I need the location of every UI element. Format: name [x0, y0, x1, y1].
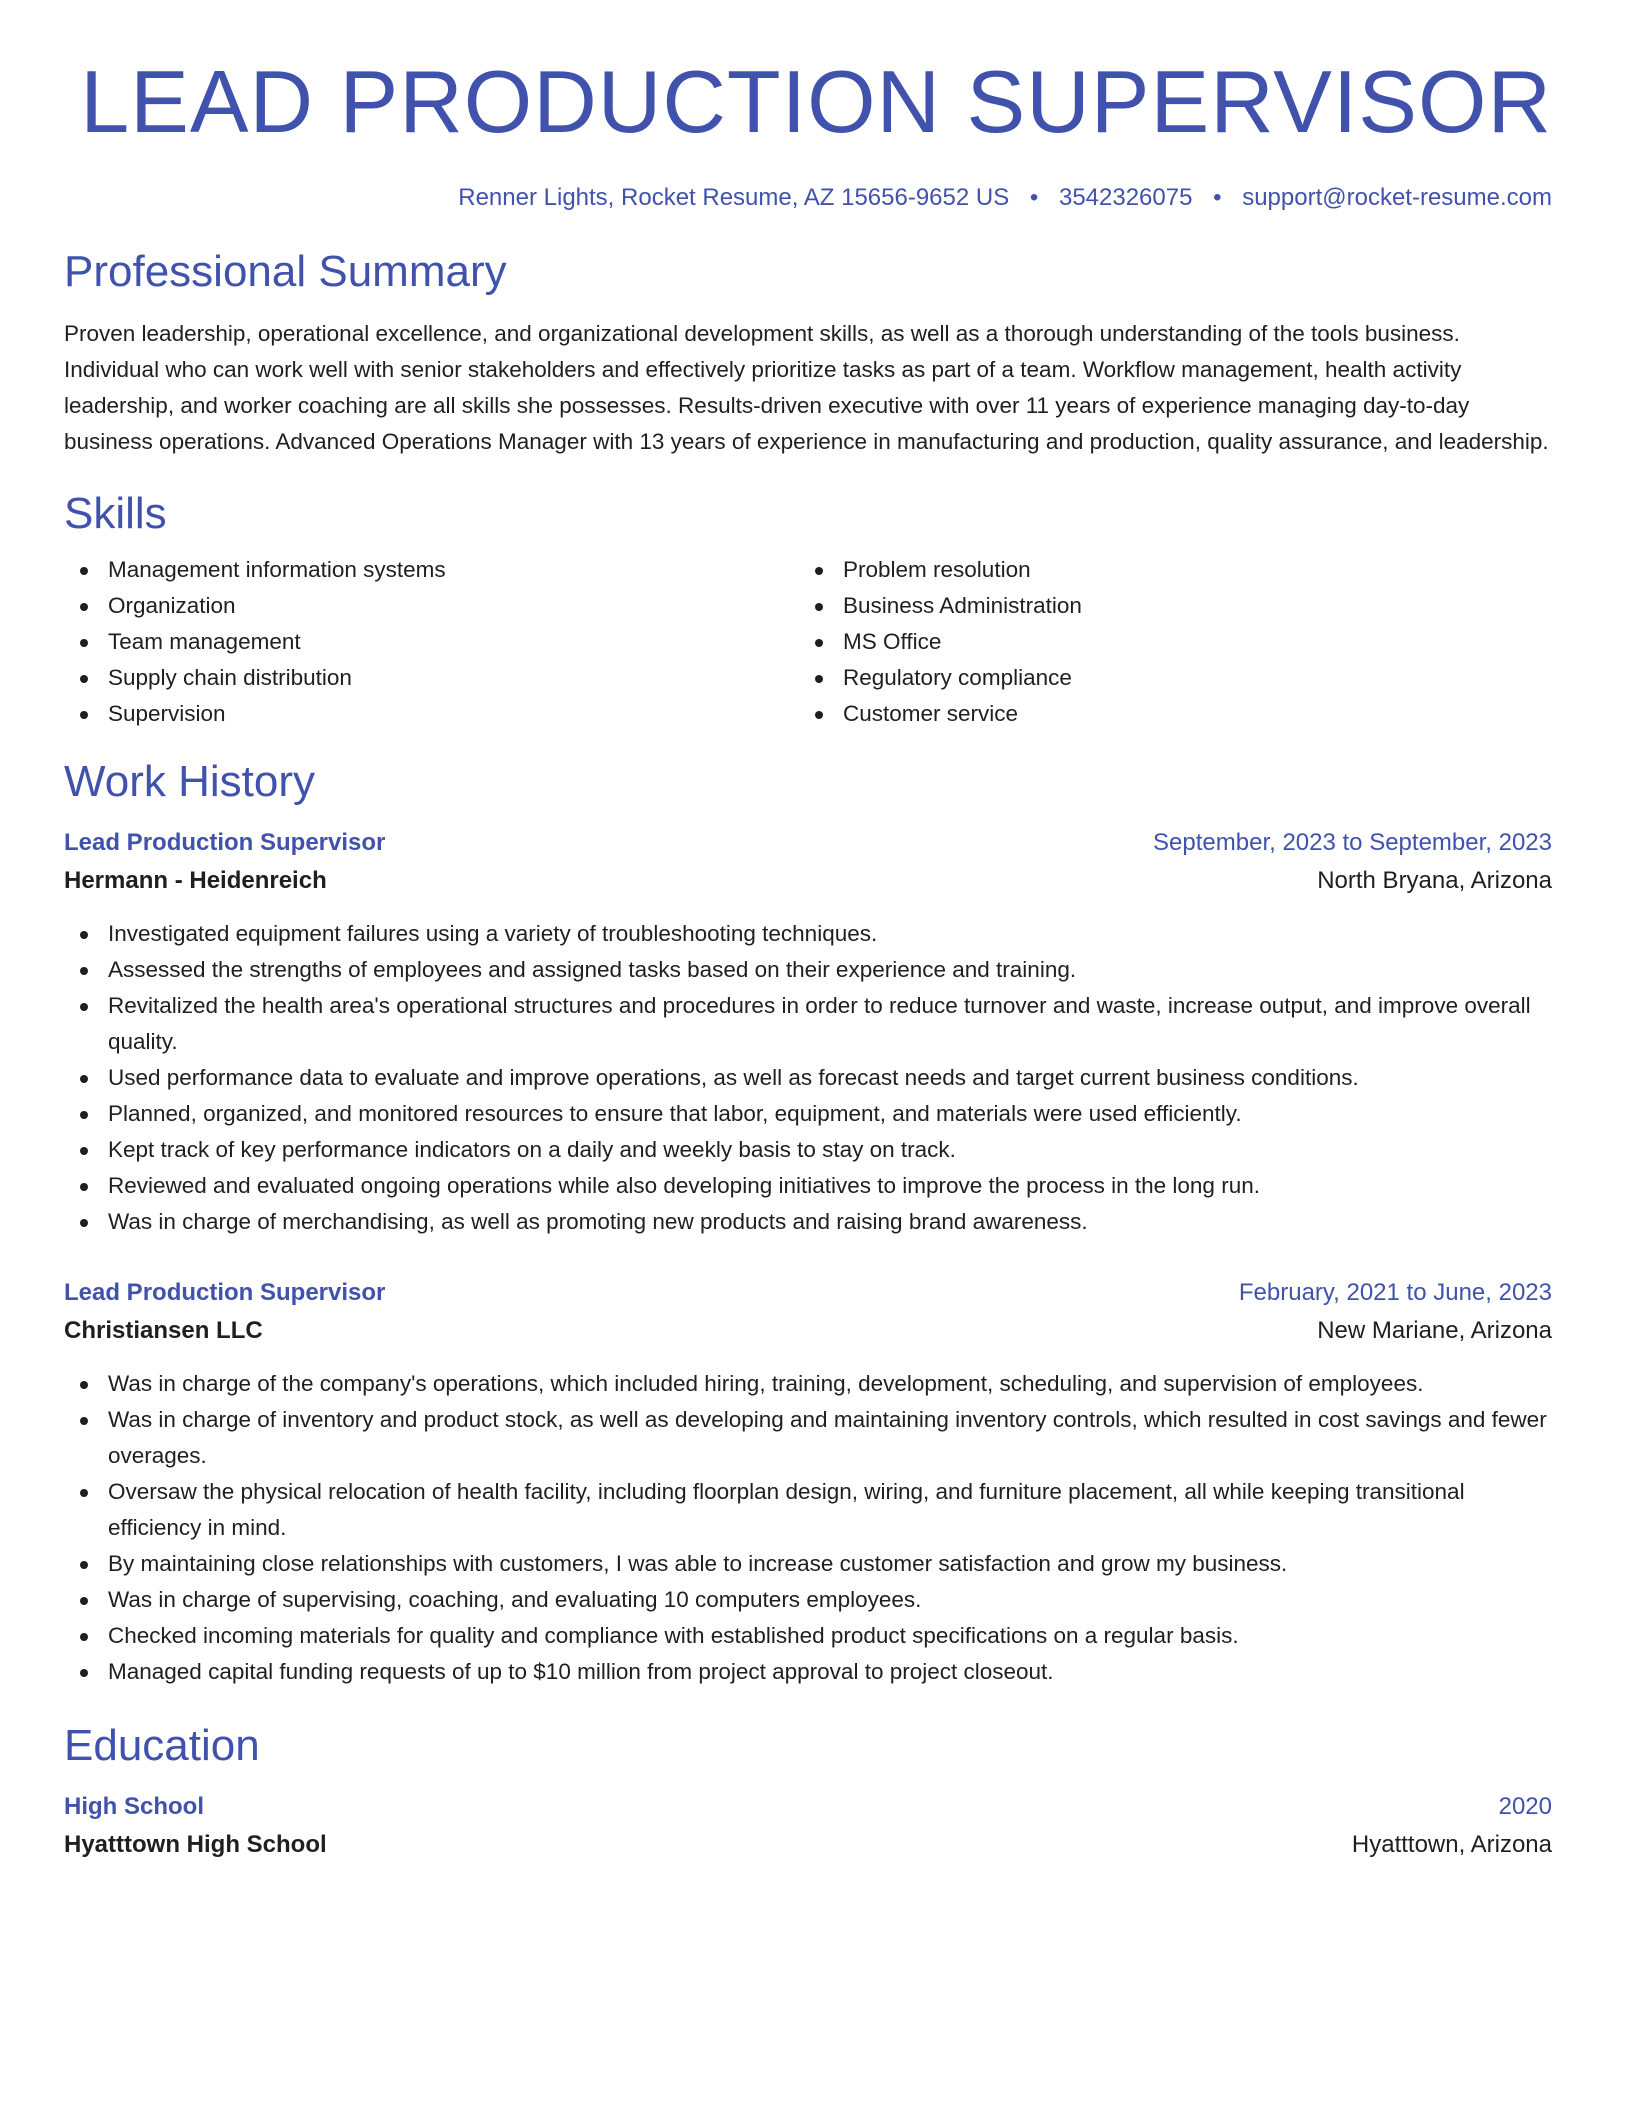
skill-item: Problem resolution	[799, 552, 1534, 588]
job-bullets	[64, 916, 1552, 1240]
education-school-row	[64, 1826, 1552, 1864]
skill-item: MS Office	[799, 624, 1534, 660]
education-school: Hyatttown High School	[64, 1831, 327, 1858]
education-entry	[64, 1788, 1552, 1864]
job-dates: September, 2023 to September, 2023	[1153, 829, 1552, 856]
contact-line	[64, 182, 1552, 214]
education-header-row	[64, 1788, 1552, 1826]
job-location: New Mariane, Arizona	[1317, 1317, 1552, 1344]
contact-separator: •	[1213, 184, 1222, 211]
section-title-summary: Professional Summary	[64, 247, 507, 296]
job-bullet: Was in charge of the company's operations, which included hiring, training, development, scheduling, and supervision of employees.	[64, 1366, 1552, 1402]
job-company: Hermann - Heidenreich	[64, 867, 327, 894]
education-year: 2020	[1498, 1793, 1552, 1820]
job-company-row	[64, 1312, 1552, 1350]
professional-summary-section	[64, 246, 1552, 460]
job-bullet: Investigated equipment failures using a variety of troubleshooting techniques.	[64, 916, 1552, 952]
contact-email[interactable]: support@rocket-resume.com	[1242, 184, 1552, 211]
skill-item: Team management	[64, 624, 799, 660]
job-company: Christiansen LLC	[64, 1317, 263, 1344]
job-bullet: Planned, organized, and monitored resources to ensure that labor, equipment, and materials were used efficiently.	[64, 1096, 1552, 1132]
skills-section	[64, 488, 1552, 732]
job-location: North Bryana, Arizona	[1317, 867, 1552, 894]
skills-column-left	[64, 552, 799, 732]
skills-column-right	[799, 552, 1534, 732]
job-company-row	[64, 862, 1552, 900]
education-location: Hyatttown, Arizona	[1351, 1831, 1552, 1858]
job-entry	[64, 1274, 1552, 1690]
job-bullet: Managed capital funding requests of up to $10 million from project approval to project closeout.	[64, 1654, 1552, 1690]
job-title: Lead Production Supervisor	[64, 829, 386, 856]
section-title-work-history: Work History	[64, 757, 315, 806]
skills-grid	[64, 552, 1552, 732]
section-title-skills: Skills	[64, 489, 167, 538]
job-bullet: Assessed the strengths of employees and assigned tasks based on their experience and training.	[64, 952, 1552, 988]
skill-item: Supply chain distribution	[64, 660, 799, 696]
job-bullet: Was in charge of inventory and product stock, as well as developing and maintaining inventory controls, which resulted in cost savings and fewer overages.	[64, 1402, 1552, 1474]
job-bullets	[64, 1366, 1552, 1690]
contact-phone[interactable]: 3542326075	[1058, 184, 1193, 211]
resume-header	[64, 52, 1552, 214]
skill-item: Business Administration	[799, 588, 1534, 624]
job-title: Lead Production Supervisor	[64, 1279, 386, 1306]
job-bullet: Kept track of key performance indicators on a daily and weekly basis to stay on track.	[64, 1132, 1552, 1168]
section-title-education: Education	[64, 1721, 260, 1770]
job-bullet: Checked incoming materials for quality and compliance with established product specifications on a regular basis.	[64, 1618, 1552, 1654]
candidate-name: LEAD PRODUCTION SUPERVISOR	[80, 52, 1552, 151]
job-bullet: Was in charge of merchandising, as well as promoting new products and raising brand awareness.	[64, 1204, 1552, 1240]
job-bullet: By maintaining close relationships with customers, I was able to increase customer satisfaction and grow my business.	[64, 1546, 1552, 1582]
contact-address: Renner Lights, Rocket Resume, AZ 15656-9652 US	[458, 184, 1010, 211]
job-bullet: Revitalized the health area's operational structures and procedures in order to reduce turnover and waste, increase output, and improve overall quality.	[64, 988, 1552, 1060]
job-bullet: Used performance data to evaluate and improve operations, as well as forecast needs and target current business conditions.	[64, 1060, 1552, 1096]
job-entry	[64, 824, 1552, 1240]
job-bullet: Reviewed and evaluated ongoing operations while also developing initiatives to improve the process in the long run.	[64, 1168, 1552, 1204]
education-degree: High School	[64, 1793, 204, 1820]
job-bullet: Was in charge of supervising, coaching, and evaluating 10 computers employees.	[64, 1582, 1552, 1618]
contact-separator: •	[1029, 184, 1039, 211]
summary-text: Proven leadership, operational excellence, and organizational development skills, as well as a thorough understanding of the tools business. Individual who can work well with senior stakeholders and effectively prioritize tasks as part of a team. Workflow management, health activity leadership, and worker coaching are all skills she possesses. Results-driven executive with over 11 years of experience managing day-to-day business operations. Advanced Operations Manager with 13 years of experience in manufacturing and production, quality assurance, and leadership.	[64, 321, 1549, 454]
skill-item: Organization	[64, 588, 799, 624]
job-bullet: Oversaw the physical relocation of health facility, including floorplan design, wiring, and furniture placement, all while keeping transitional efficiency in mind.	[64, 1474, 1552, 1546]
skill-item: Customer service	[799, 696, 1534, 732]
job-header-row	[64, 1274, 1552, 1312]
skill-item: Management information systems	[64, 552, 799, 588]
job-dates: February, 2021 to June, 2023	[1238, 1279, 1552, 1306]
skill-item: Regulatory compliance	[799, 660, 1534, 696]
education-section	[64, 1720, 1552, 1864]
skill-item: Supervision	[64, 696, 799, 732]
work-history-section	[64, 756, 1552, 1690]
job-header-row	[64, 824, 1552, 862]
